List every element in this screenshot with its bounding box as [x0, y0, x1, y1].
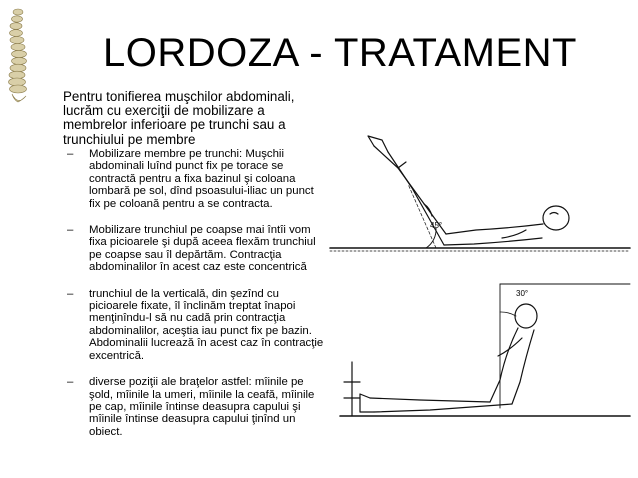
bullet-item — [63, 224, 325, 274]
bullet-list — [63, 148, 325, 452]
bullet-item — [63, 288, 325, 362]
bullet-marker: – — [67, 287, 74, 300]
bullet-text: diverse poziţii ale braţelor astfel: mîinile pe şold, mîinile la umeri, mîinile la ceafă, mîinile pe cap, mîinile întinse deasupra capului şi mîinile întinse deasupra capului ţinînd un obiect. — [89, 376, 315, 438]
angle-label: 30° — [516, 289, 529, 298]
angle-label: 45° — [430, 221, 443, 230]
bullet-marker: – — [67, 224, 74, 237]
spine-icon — [4, 6, 34, 106]
bullet-text: Mobilizare membre pe trunchi: Muşchii abdominali luînd punct fix pe torace se contractă pentru a fixa bazinul şi coloana lombară pe sol, dînd psoasului-iliac un punct fix pe coloană pentru a se contracta. — [89, 148, 314, 210]
intro-paragraph: Pentru tonifierea muşchilor abdominali, lucrăm cu exerciţii de mobilizare a membrelor inferioare pe trunchi sau a trunchiului pe membre — [63, 89, 295, 147]
trunk-recline-exercise-drawing — [330, 272, 634, 432]
bullet-item — [63, 148, 325, 210]
bullet-marker: – — [67, 376, 74, 389]
bullet-text: Mobilizare trunchiul pe coapse mai întîi vom fixa picioarele şi după aceea flexăm trunchiul pe coapse sau îl depărtăm. Contracţia abdominalilor în acest caz este concentrică — [89, 224, 316, 274]
bullet-marker: – — [67, 148, 74, 160]
slide-title: LORDOZA - TRATAMENT — [103, 31, 577, 75]
bullet-text: trunchiul de la verticală, din şezînd cu picioarele fixate, îl înclinăm treptat înapoi menţinîndu-l să nu cadă prin contracţia abdominalilor, aceştia iau punct fix pe bazin. Abdominalii lucrează în acest caz în contracţie excentrică. — [89, 287, 324, 362]
leg-raise-exercise-drawing — [326, 124, 634, 258]
bullet-item — [63, 376, 325, 438]
